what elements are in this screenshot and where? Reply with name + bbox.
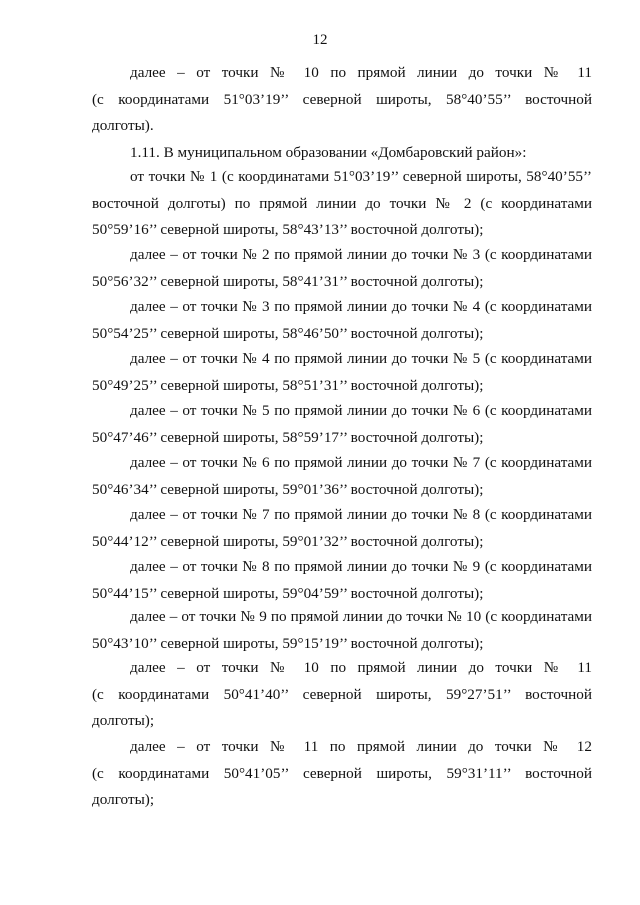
text-line: далее – от точки № 9 по прямой линии до точки № 10 (с координатами	[130, 608, 592, 625]
text-line: восточной долготы) по прямой линии до точки № 2 (с координатами	[92, 194, 592, 212]
text-line: далее – от точки № 5 по прямой линии до точки № 6 (с координатами	[130, 402, 592, 419]
paragraph	[92, 346, 592, 399]
text-line: далее – от точки № 3 по прямой линии до точки № 4 (с координатами	[130, 298, 592, 315]
paragraph	[92, 655, 592, 735]
text-line: 50°56’32’’ северной широты, 58°41’31’’ восточной долготы);	[92, 272, 484, 290]
section-heading	[130, 140, 526, 166]
paragraph	[92, 164, 592, 244]
text-line: далее – от точки № 7 по прямой линии до точки № 8 (с координатами	[130, 506, 592, 523]
page-number: 12	[312, 32, 328, 48]
text-line: долготы);	[92, 712, 155, 730]
paragraph	[92, 554, 592, 607]
paragraph	[92, 60, 592, 140]
text-line: далее – от точки № 2 по прямой линии до точки № 3 (с координатами	[130, 246, 592, 263]
text-line: далее – от точки № 8 по прямой линии до точки № 9 (с координатами	[130, 558, 592, 575]
paragraph	[92, 450, 592, 503]
text-line: 50°54’25’’ северной широты, 58°46’50’’ восточной долготы);	[92, 324, 484, 342]
text-line: 50°46’34’’ северной широты, 59°01’36’’ восточной долготы);	[92, 480, 484, 498]
paragraph	[92, 398, 592, 451]
text-line: 50°44’15’’ северной широты, 59°04’59’’ восточной долготы);	[92, 584, 484, 602]
text-line: долготы).	[92, 117, 154, 135]
paragraph	[92, 502, 592, 555]
text-line: от точки № 1 (с координатами 51°03’19’’ северной широты, 58°40’55’’	[130, 168, 592, 185]
text-line: далее – от точки № 10 по прямой линии до точки № 11	[130, 64, 592, 81]
text-line: долготы);	[92, 791, 155, 809]
text-line: далее – от точки № 10 по прямой линии до точки № 11	[130, 659, 592, 676]
text-line: (с координатами 51°03’19’’ северной широты, 58°40’55’’ восточной	[92, 90, 592, 108]
text-line: (с координатами 50°41’05’’ северной широты, 59°31’11’’ восточной	[92, 764, 592, 782]
text-line: 50°44’12’’ северной широты, 59°01’32’’ восточной долготы);	[92, 532, 484, 550]
text-line: (с координатами 50°41’40’’ северной широты, 59°27’51’’ восточной	[92, 685, 592, 703]
text-line: 50°47’46’’ северной широты, 58°59’17’’ восточной долготы);	[92, 428, 484, 446]
paragraph	[92, 242, 592, 295]
text-line: 50°49’25’’ северной широты, 58°51’31’’ восточной долготы);	[92, 376, 484, 394]
text-line: 50°43’10’’ северной широты, 59°15’19’’ восточной долготы);	[92, 634, 484, 652]
text-line: 1.11. В муниципальном образовании «Домбаровский район»:	[130, 144, 527, 161]
text-line: далее – от точки № 11 по прямой линии до точки № 12	[130, 738, 592, 755]
paragraph	[92, 604, 592, 657]
text-line: далее – от точки № 4 по прямой линии до точки № 5 (с координатами	[130, 350, 592, 367]
paragraph	[92, 294, 592, 347]
paragraph	[92, 734, 592, 814]
text-line: 50°59’16’’ северной широты, 58°43’13’’ восточной долготы);	[92, 221, 484, 239]
text-line: далее – от точки № 6 по прямой линии до точки № 7 (с координатами	[130, 454, 592, 471]
